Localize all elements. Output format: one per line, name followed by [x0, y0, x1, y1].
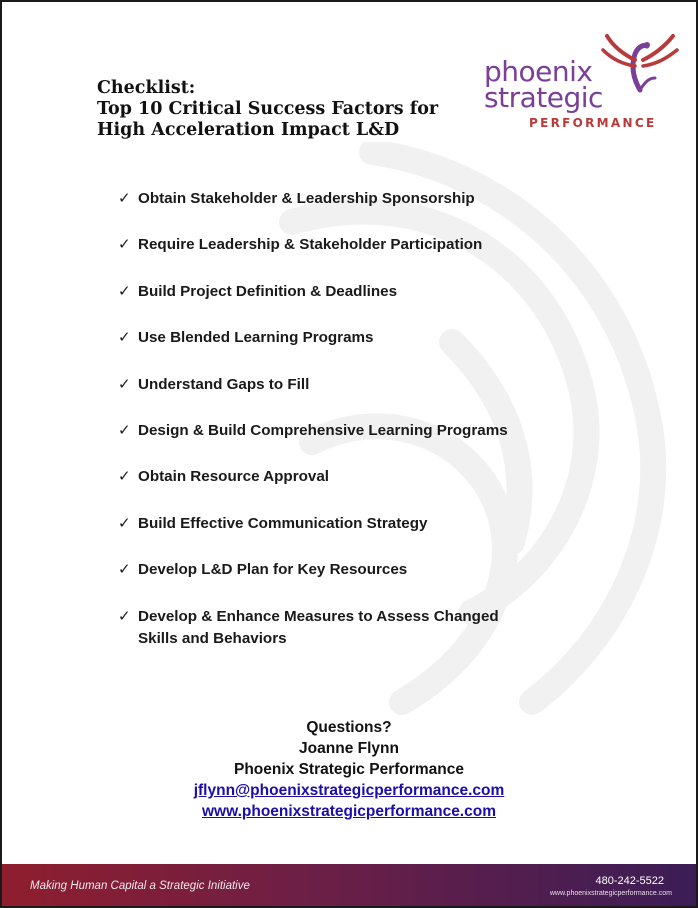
phoenix-bird-icon: [599, 34, 681, 96]
checkmark-icon: ✓: [118, 282, 131, 300]
logo-word-phoenix: phoenix: [484, 55, 593, 88]
checklist-item-text: Develop L&D Plan for Key Resources: [138, 561, 408, 579]
title-line-1: Checklist:: [97, 78, 196, 98]
checklist-item-text: Design & Build Comprehensive Learning Programs: [138, 421, 508, 439]
checklist-item-text-continued: Skills and Behaviors: [138, 629, 287, 647]
contact-company: Phoenix Strategic Performance: [234, 761, 464, 778]
checklist-item-text: Obtain Stakeholder & Leadership Sponsorship: [138, 190, 475, 207]
checkmark-icon: ✓: [118, 607, 131, 625]
checkmark-icon: ✓: [118, 236, 131, 254]
title-line-2: Top 10 Critical Success Factors for: [97, 99, 439, 119]
title-line-3: High Acceleration Impact L&D: [97, 120, 400, 140]
checkmark-icon: ✓: [118, 190, 131, 207]
contact-heading: Questions?: [306, 719, 392, 736]
checkmark-icon: ✓: [118, 514, 131, 532]
contact-block: [2, 717, 696, 822]
contact-name: Joanne Flynn: [299, 740, 399, 757]
company-logo: [484, 34, 694, 134]
logo-word-performance: PERFORMANCE: [529, 116, 657, 130]
checklist-item-text: Obtain Resource Approval: [138, 468, 330, 486]
success-factors-checklist: [118, 188, 678, 650]
checklist-item-text: Build Project Definition & Deadlines: [138, 282, 398, 300]
checkmark-icon: ✓: [118, 329, 131, 347]
checklist-item: [118, 513, 678, 559]
checklist-item: [118, 234, 678, 280]
checklist-item: [118, 327, 678, 373]
checklist-item-text: Build Effective Communication Strategy: [138, 514, 428, 532]
checklist-item: [118, 466, 678, 512]
checklist-item: [118, 281, 678, 327]
email-link[interactable]: jflynn@phoenixstrategicperformance.com: [193, 782, 505, 799]
checklist-item: [118, 374, 678, 420]
checkmark-icon: ✓: [118, 375, 131, 393]
checkmark-icon: ✓: [118, 561, 131, 579]
website-link[interactable]: www.phoenixstrategicperformance.com: [201, 803, 496, 820]
checklist-item-text: Require Leadership & Stakeholder Participation: [138, 236, 483, 254]
footer-website: www.phoenixstrategicperformance.com: [549, 890, 672, 897]
footer-tagline: Making Human Capital a Strategic Initiative: [30, 880, 250, 892]
checklist-item-text: Use Blended Learning Programs: [138, 329, 374, 347]
checklist-item-text: Understand Gaps to Fill: [138, 375, 310, 393]
checklist-item: [118, 188, 678, 234]
logo-word-strategic: strategic: [484, 81, 603, 114]
checklist-item: [118, 420, 678, 466]
footer-phone: 480-242-5522: [595, 875, 664, 887]
checklist-item: [118, 606, 678, 650]
checklist-title: [97, 78, 438, 141]
footer-banner: [2, 864, 696, 906]
checkmark-icon: ✓: [118, 468, 131, 486]
document-page: [2, 2, 696, 906]
checklist-item: [118, 559, 678, 605]
checklist-item-text: Develop & Enhance Measures to Assess Changed: [138, 607, 499, 625]
checkmark-icon: ✓: [118, 421, 131, 439]
